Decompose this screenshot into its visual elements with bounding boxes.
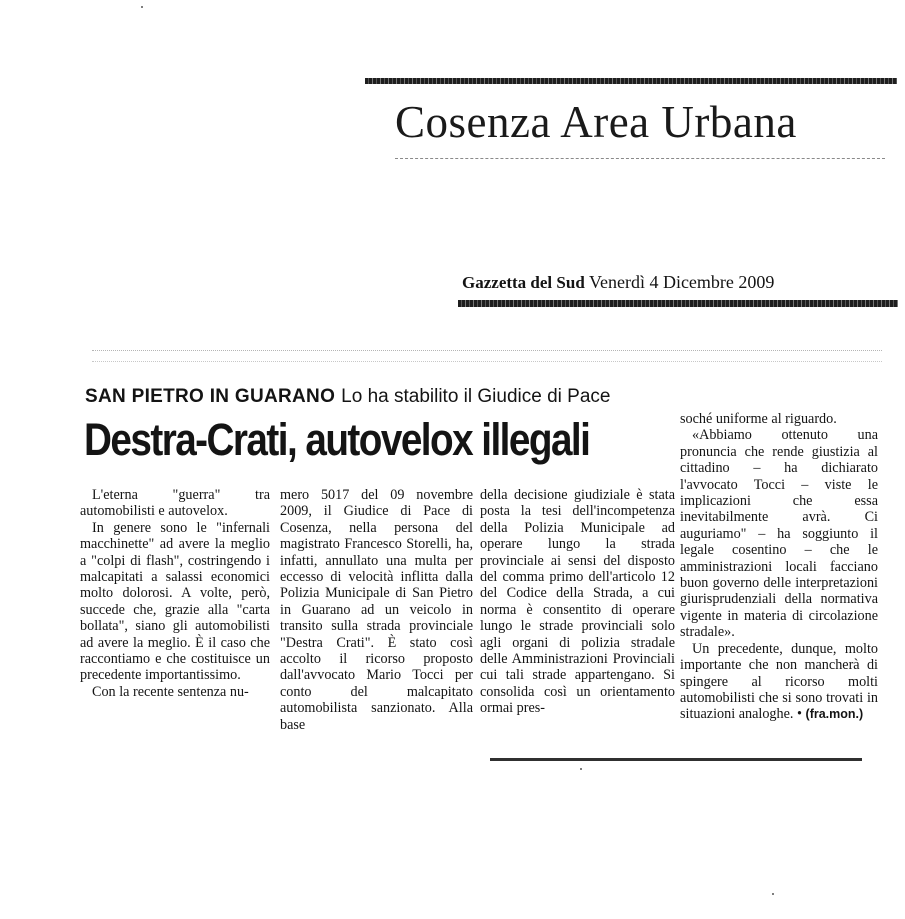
masthead-rule xyxy=(458,300,898,307)
issue-date: Venerdì 4 Dicembre 2009 xyxy=(588,272,775,292)
paragraph: Con la recente sentenza nu- xyxy=(92,683,249,700)
article-column-2 xyxy=(280,487,473,733)
paragraph: In genere sono le "infernali macchinette" ad avere la meglio a "colpi di flash", costringendo i malcapitati a salassi economici molto dolorosi. A volte, però, succede che, grazie alla "carta bollata", siano gli automobilisti ad avere la meglio. È il caso che raccontiamo e che costituisce un precedente importantissimo. xyxy=(80,519,270,684)
paragraph: mero 5017 del 09 novembre 2009, il Giudice di Pace di Cosenza, nella persona del magistrato Francesco Storelli, ha, infatti, annullato una multa per eccesso di velocità inflitta dalla Polizia Municipale di San Pietro in Guarano ad un veicolo in transito sulla strada provinciale "Destra Crati". È stato così accolto il ricorso proposto dall'avvocato Mario Tocci per conto del malcapitato automobilista sanzionato. Alla base xyxy=(280,487,473,733)
article-column-4 xyxy=(680,411,878,723)
paragraph: L'eterna "guerra" tra automobilisti e autovelox. xyxy=(80,487,270,520)
article-kicker xyxy=(85,386,610,408)
article-headline: Destra-Crati, autovelox illegali xyxy=(84,414,590,465)
faint-scan-band xyxy=(92,350,882,362)
paragraph-text: Un precedente, dunque, molto importante che non mancherà di spingere al ricorso molti automobilisti che si sono trovati in situazioni analoghe. xyxy=(680,640,878,723)
scan-speck xyxy=(141,6,143,8)
author-signature: (fra.mon.) xyxy=(805,707,864,722)
paragraph: della decisione giudiziale è stata posta la tesi dell'incompetenza della Polizia Municipale ad operare lungo la strada provinciale ai sensi del disposto del comma primo dell'articolo 12 del Codice della Strada, a cui norma è consentito di operare lungo le strade provinciali solo agli organi di polizia stradale delle Amministrazioni Provinciali cui tali strade appartengano. Si consolida così un orientamento ormai pres- xyxy=(480,487,675,717)
bottom-rule xyxy=(490,758,862,761)
bullet-glyph: • xyxy=(797,706,802,723)
article-column-3 xyxy=(480,487,675,717)
scan-speck xyxy=(772,893,774,895)
title-underline xyxy=(395,158,885,160)
section-title: Cosenza Area Urbana xyxy=(395,97,797,147)
scan-speck xyxy=(580,768,582,770)
paragraph xyxy=(680,641,878,723)
paragraph: «Abbiamo ottenuto una pronuncia che rende giustizia al cittadino – ha dichiarato l'avvocato Tocci – viste le implicazioni che essa inevitabilmente avrà. Ci auguriamo" – ha soggiunto il legale cosentino – che le amministrazioni locali facciano buon governo delle interpretazioni giurisprudenziali della normativa vigente in materia di circolazione stradale». xyxy=(680,427,878,641)
article-column-1 xyxy=(80,487,270,700)
newspaper-name: Gazzetta del Sud xyxy=(462,273,585,292)
kicker-location: SAN PIETRO IN GUARANO xyxy=(85,386,336,407)
kicker-subtitle: Lo ha stabilito il Giudice di Pace xyxy=(341,386,611,407)
masthead xyxy=(462,272,774,293)
top-rule xyxy=(365,78,897,84)
paragraph: soché uniforme al riguardo. xyxy=(680,411,837,427)
